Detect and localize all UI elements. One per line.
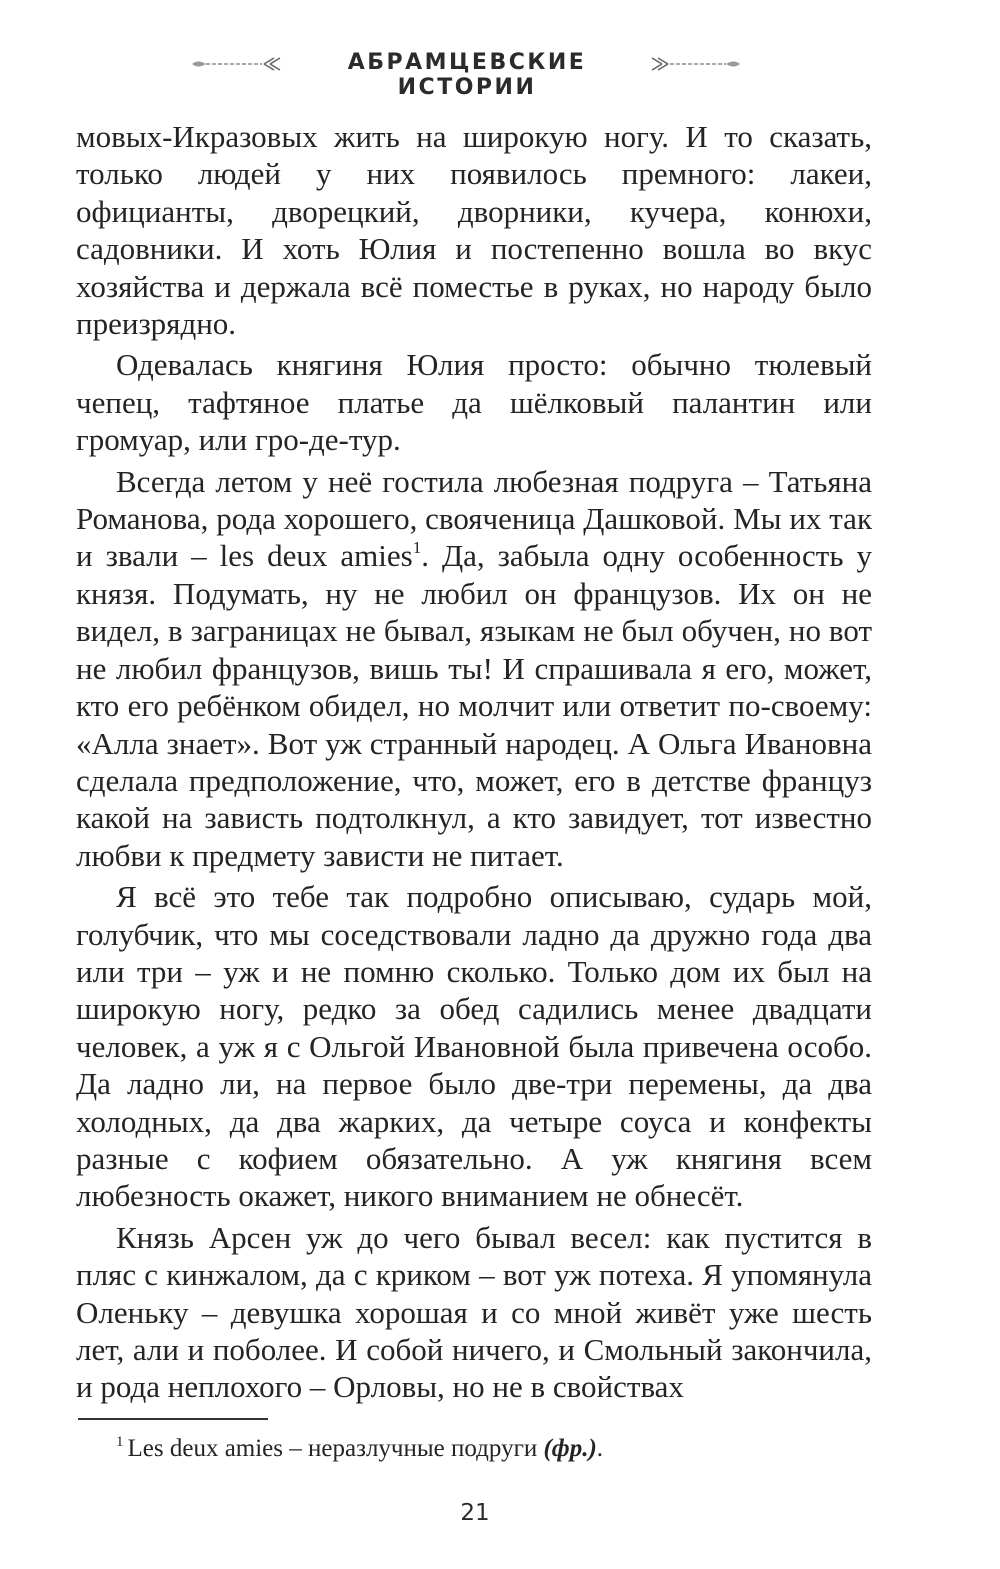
footnote [116,1434,876,1464]
paragraph-3-start: Всегда летом у неё гостила любезная подруга – Татьяна Романова, рода хорошего, свояченица Дашковой. Мы их так и звали – les deux amies [76,463,872,574]
footnote-language: (фр.) [543,1435,597,1462]
footnote-divider [78,1418,268,1420]
main-text [76,118,872,1410]
page-number: 21 [460,1500,490,1526]
ornament-flourish-left-icon [190,56,282,72]
paragraph-1: мовых-Икразовых жить на широкую ногу. И то сказать, только людей у них появилось премного: лакеи, официанты, дворецкий, дворники, кучера, конюхи, садовники. И хоть Юлия и постепенно вошла во вкус хозяйства и держала всё поместье в руках, но народу было преизрядно. [76,119,872,342]
footnote-end: . [596,1435,604,1462]
footnote-text: Les deux amies – неразлучные подруги [127,1435,544,1462]
paragraph-5: Князь Арсен уж до чего бывал весел: как пустится в пляс с кинжалом, да с криком – вот уж потеха. Я упомянула Оленьку – девушка хорошая и со мной живёт уже шесть лет, али и поболее. И собой ничего, и Смольный закончила, и рода неплохого – Орловы, но не в свойствах [76,1219,872,1405]
footnote-marker: 1 [116,1434,124,1450]
footnote-reference[interactable]: 1 [412,538,422,558]
paragraph-3 [76,463,872,874]
running-header [0,42,1000,100]
ornament-flourish-right-icon [650,56,742,72]
paragraph-2: Одевалась княгиня Юлия просто: обычно тюлевый чепец, тафтяное платье да шёлковый палантин или громуар, или гро-де-тур. [76,347,872,458]
paragraph-3-rest: . Да, забыла одну особенность у князя. Подумать, ну не любил он французов. Их он не видел, в заграницах не бывал, языкам не был обучен, но вот не любил французов, вишь ты! И спрашивала я его, может, кто его ребёнком обидел, но молчит или ответит по-своему: «Алла знает». Вот уж странный народец. А Ольга Ивановна сделала предположение, что, может, его в детстве француз какой на зависть подтолкнул, а кто завидует, тот известно любви к предмету зависти не питает. [76,538,872,873]
running-header-title: АБРАМЦЕВСКИЕ ИСТОРИИ [347,50,587,100]
paragraph-4: Я всё это тебе так подробно описываю, сударь мой, голубчик, что мы соседствовали ладно да дружно года два или три – уж и не помню сколько. Только дом их был на широкую ногу, редко за обед садились менее двадцати человек, а уж я с Ольгой Ивановной была привечена особо. Да ладно ли, на первое было две-три перемены, да два холодных, да два жарких, да четыре соуса и конфекты разные с кофием обязательно. А уж княгиня всем любезность окажет, никого вниманием не обнесёт. [76,879,872,1214]
